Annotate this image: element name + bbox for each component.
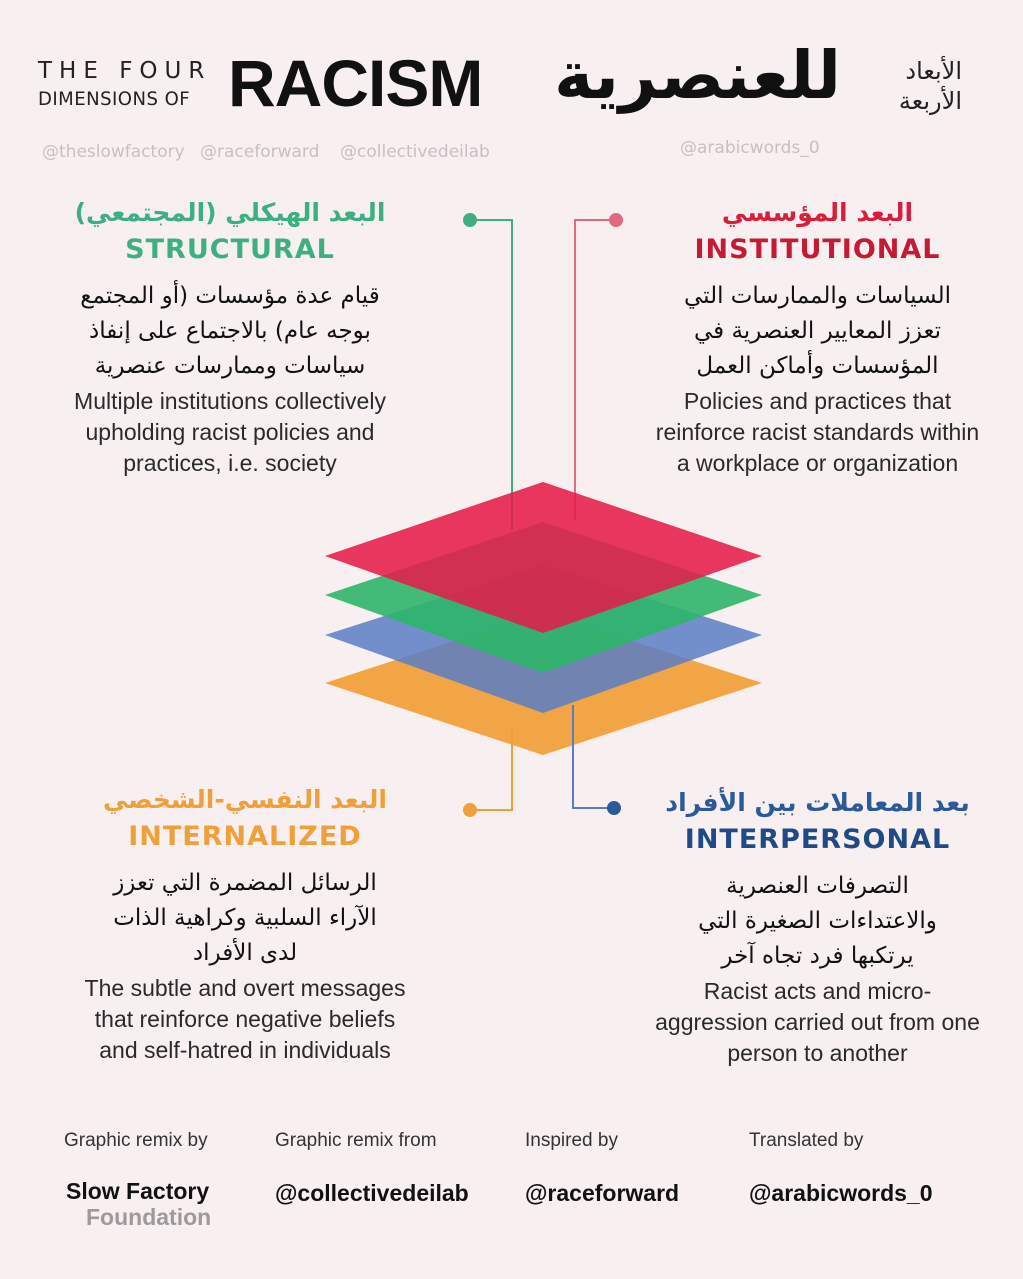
credit-collectivedeilab[interactable]: @collectivedeilab bbox=[275, 1180, 469, 1206]
connector-institutional bbox=[575, 220, 616, 520]
interpersonal-arabic-line: يرتكبها فرد تجاه آخر bbox=[721, 943, 914, 969]
handle-raceforward[interactable]: @raceforward bbox=[200, 142, 320, 162]
institutional-english-line: reinforce racist standards within bbox=[655, 419, 980, 445]
title-racism: RACISM bbox=[228, 46, 483, 120]
credit-raceforward[interactable]: @raceforward bbox=[525, 1180, 680, 1206]
internalized-english-line: that reinforce negative beliefs bbox=[94, 1006, 396, 1032]
section-internalized bbox=[40, 785, 450, 1066]
credit-label-inspired-by: Inspired by bbox=[525, 1130, 618, 1151]
interpersonal-english-line: Racist acts and micro- bbox=[703, 978, 932, 1004]
institutional-arabic-line: السياسات والممارسات التي bbox=[683, 283, 952, 309]
credit-arabicwords[interactable]: @arabicwords_0 bbox=[749, 1180, 933, 1206]
structural-english-line: practices, i.e. society bbox=[123, 450, 337, 476]
institutional-arabic-line: تعزز المعايير العنصرية في bbox=[693, 318, 942, 344]
slow-factory-logo-line-2: Foundation bbox=[86, 1204, 212, 1230]
title-the-four: THE FOUR bbox=[38, 58, 212, 84]
section-interpersonal bbox=[620, 788, 1015, 1069]
connector-structural-dot bbox=[463, 213, 477, 227]
internalized-arabic-title: البعد النفسي-الشخصي bbox=[102, 785, 388, 814]
connector-internalized-dot bbox=[463, 803, 477, 817]
handle-theslowfactory[interactable]: @theslowfactory bbox=[42, 142, 185, 162]
structural-arabic-description bbox=[30, 279, 430, 384]
institutional-english-line: a workplace or organization bbox=[676, 450, 959, 476]
interpersonal-english-description bbox=[620, 976, 1015, 1069]
internalized-arabic-line: لدى الأفراد bbox=[192, 940, 298, 966]
interpersonal-arabic-line: التصرفات العنصرية bbox=[726, 873, 909, 899]
institutional-title: INSTITUTIONAL bbox=[694, 234, 941, 265]
internalized-arabic-line: الآراء السلبية وكراهية الذات bbox=[113, 905, 377, 931]
structural-arabic-title: البعد الهيكلي (المجتمعي) bbox=[74, 198, 386, 227]
slow-factory-logo-line-1: Slow Factory bbox=[66, 1178, 210, 1204]
structural-english-line: Multiple institutions collectively bbox=[74, 388, 386, 414]
interpersonal-arabic-title: بعد المعاملات بين الأفراد bbox=[665, 788, 970, 817]
structural-arabic-line: قيام عدة مؤسسات (أو المجتمع bbox=[80, 283, 380, 309]
interpersonal-english-line: person to another bbox=[727, 1040, 908, 1066]
credit-label-remix-by: Graphic remix by bbox=[64, 1130, 208, 1151]
arabic-subtitle-line-1: الأبعاد bbox=[905, 57, 962, 85]
handle-collectivedeilab[interactable]: @collectivedeilab bbox=[340, 142, 490, 162]
section-structural bbox=[30, 198, 430, 479]
credit-label-translated-by: Translated by bbox=[749, 1130, 864, 1151]
interpersonal-english-line: aggression carried out from one bbox=[655, 1009, 980, 1035]
internalized-english-line: The subtle and overt messages bbox=[84, 975, 406, 1001]
arabic-title: للعنصرية bbox=[554, 37, 841, 114]
slow-factory-logo bbox=[66, 1178, 211, 1230]
institutional-arabic-title: البعد المؤسسي bbox=[721, 198, 914, 227]
connector-interpersonal-dot bbox=[607, 801, 621, 815]
connector-structural bbox=[470, 220, 512, 530]
interpersonal-arabic-line: والاعتداءات الصغيرة التي bbox=[698, 908, 937, 934]
internalized-arabic-line: الرسائل المضمرة التي تعزز bbox=[113, 870, 377, 896]
title-dimensions-of: DIMENSIONS OF bbox=[38, 88, 191, 110]
institutional-arabic-description bbox=[620, 279, 1015, 384]
internalized-arabic-description bbox=[40, 866, 450, 971]
institutional-english-line: Policies and practices that bbox=[683, 388, 952, 414]
internalized-title: INTERNALIZED bbox=[128, 821, 362, 852]
institutional-arabic-line: المؤسسات وأماكن العمل bbox=[696, 353, 939, 379]
credit-label-remix-from: Graphic remix from bbox=[275, 1130, 437, 1151]
interpersonal-title: INTERPERSONAL bbox=[684, 824, 951, 855]
arabic-subtitle-line-2: الأربعة bbox=[898, 87, 962, 115]
structural-arabic-line: سياسات وممارسات عنصرية bbox=[94, 353, 366, 379]
internalized-english-description bbox=[40, 973, 450, 1066]
structural-english-line: upholding racist policies and bbox=[85, 419, 375, 445]
structural-arabic-line: بوجه عام) بالاجتماع على إنفاذ bbox=[89, 318, 371, 344]
structural-english-description bbox=[30, 386, 430, 479]
institutional-english-description bbox=[620, 386, 1015, 479]
handle-arabicwords[interactable]: @arabicwords_0 bbox=[680, 138, 820, 158]
section-institutional bbox=[620, 198, 1015, 479]
internalized-english-line: and self-hatred in individuals bbox=[99, 1037, 391, 1063]
structural-title: STRUCTURAL bbox=[125, 234, 335, 265]
interpersonal-arabic-description bbox=[620, 869, 1015, 974]
